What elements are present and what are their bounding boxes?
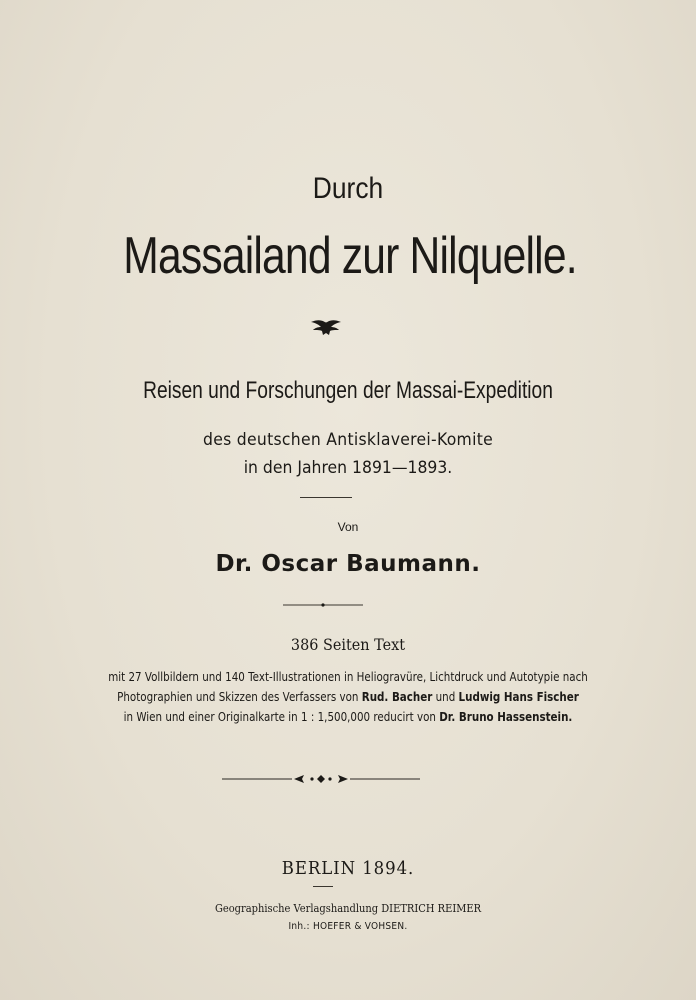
publisher-owner: Inh.: HOEFER & VOHSEN. (288, 921, 408, 932)
details-line-3 (49, 710, 648, 724)
eagle-icon (309, 318, 343, 338)
author-name: Dr. Oscar Baumann. (215, 551, 481, 577)
place-and-year: BERLIN 1894. (281, 858, 415, 879)
divider-short (300, 497, 352, 498)
page-count: 386 Seiten Text (290, 635, 406, 654)
scroll-ornament-icon (222, 773, 420, 785)
divider-tiny (313, 886, 333, 887)
subtitle-line-3: in den Jahren 1891—1893. (243, 458, 453, 478)
by-label: Von (337, 520, 359, 534)
subtitle: Reisen und Forschungen der Massai-Expedition (143, 377, 553, 404)
details-line-2 (49, 690, 648, 704)
details-text: und (432, 690, 459, 704)
pre-title: Durch (312, 172, 384, 205)
details-text: Photographien und Skizzen des Verfassers von (117, 690, 362, 704)
book-title: Massailand zur Nilquelle. (123, 227, 577, 285)
illustrator-name: Rud. Bacher (361, 690, 433, 704)
details-line-1: mit 27 Vollbildern und 140 Text-Illustrationen in Heliogravüre, Lichtdruck und Autotypie nach (108, 670, 588, 684)
cartographer-name: Dr. Bruno Hassenstein. (439, 710, 573, 724)
details-text: in Wien und einer Originalkarte in 1 : 1,500,000 reducirt von (123, 710, 440, 724)
publisher: Geographische Verlagshandlung DIETRICH REIMER (214, 902, 482, 915)
subtitle-line-2: des deutschen Antisklaverei-Komite (202, 430, 494, 450)
illustrator-name: Ludwig Hans Fischer (458, 690, 579, 704)
dotted-divider (283, 601, 363, 609)
